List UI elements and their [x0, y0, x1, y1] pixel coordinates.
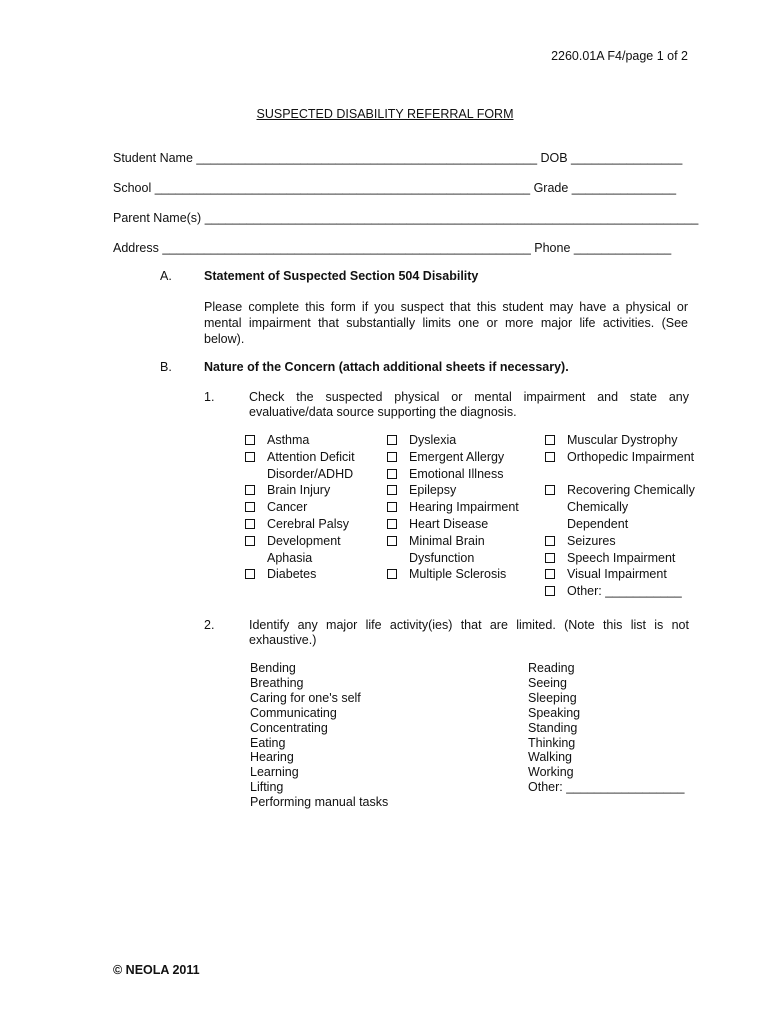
- checkbox[interactable]: [245, 569, 255, 579]
- activity-concentrating: Concentrating: [250, 720, 328, 735]
- checkbox[interactable]: [245, 519, 255, 529]
- activity-bending: Bending: [250, 661, 296, 675]
- impairment-option-hearing-impairment[interactable]: [387, 499, 519, 516]
- item-1-text: Check the suspected physical or mental impairment and state any evaluative/data source supporting the diagnosis.: [249, 390, 689, 419]
- address-phone-field[interactable]: Address _____________________________________________________ Phone ______________: [113, 241, 672, 255]
- checkbox[interactable]: [245, 502, 255, 512]
- checkbox[interactable]: [545, 553, 555, 563]
- impairment-option-attention-deficit[interactable]: [245, 449, 355, 483]
- page-reference: 2260.01A F4/page 1 of 2: [551, 49, 688, 63]
- impairment-label: Attention Deficit: [267, 449, 355, 464]
- impairment-label: Brain Injury: [267, 483, 331, 498]
- impairment-option-multiple-sclerosis[interactable]: [387, 566, 519, 583]
- section-b-heading: Nature of the Concern (attach additional sheets if necessary).: [204, 360, 569, 374]
- impairment-label: Cancer: [267, 500, 308, 515]
- checkbox[interactable]: [387, 469, 397, 479]
- impairment-label: Multiple Sclerosis: [409, 567, 507, 582]
- checkbox[interactable]: [387, 569, 397, 579]
- checkbox[interactable]: [387, 452, 397, 462]
- impairment-label: Muscular Dystrophy: [567, 433, 678, 447]
- impairment-label: Epilepsy: [409, 483, 457, 498]
- impairment-option-blank: [545, 466, 695, 483]
- impairment-option-cerebral-palsy[interactable]: [245, 516, 355, 533]
- checkbox[interactable]: [387, 485, 397, 495]
- impairment-label: Speech Impairment: [567, 550, 676, 565]
- activity-eating: Eating: [250, 735, 286, 750]
- impairment-option-recovering-chemically[interactable]: [545, 482, 695, 532]
- activity-reading: Reading: [528, 661, 575, 675]
- impairment-option-brain-injury[interactable]: [245, 482, 355, 499]
- impairment-option-muscular-dystrophy[interactable]: [545, 432, 695, 449]
- impairment-label: Seizures: [567, 533, 616, 548]
- item-1-number: 1.: [204, 390, 215, 404]
- impairment-option-other[interactable]: [545, 583, 695, 600]
- impairment-option-development[interactable]: [245, 533, 355, 567]
- checkbox[interactable]: [245, 435, 255, 445]
- checkbox[interactable]: [245, 452, 255, 462]
- checkbox[interactable]: [545, 536, 555, 546]
- activity-communicating: Communicating: [250, 705, 337, 720]
- copyright-footer: © NEOLA 2011: [113, 963, 200, 977]
- activity-caring-for-one-s-self: Caring for one's self: [250, 690, 361, 705]
- impairment-label: Dyslexia: [409, 433, 457, 447]
- parent-names-field[interactable]: Parent Name(s) _______________________________________________________________________: [113, 211, 699, 225]
- checkbox[interactable]: [387, 502, 397, 512]
- impairment-option-cancer[interactable]: [245, 499, 355, 516]
- section-b-letter: B.: [160, 360, 172, 374]
- impairment-option-visual-impairment[interactable]: [545, 566, 695, 583]
- impairment-option-epilepsy[interactable]: [387, 482, 519, 499]
- activity-seeing: Seeing: [528, 675, 567, 690]
- checkbox[interactable]: [545, 586, 555, 596]
- impairment-option-minimal-brain[interactable]: [387, 533, 519, 567]
- school-grade-field[interactable]: School ______________________________________________________ Grade _______________: [113, 181, 677, 195]
- impairment-label: Minimal Brain: [409, 533, 485, 548]
- activities-column-2: [528, 661, 684, 795]
- impairment-option-orthopedic-impairment[interactable]: [545, 449, 695, 466]
- checkbox[interactable]: [545, 485, 555, 495]
- section-a-letter: A.: [160, 269, 172, 283]
- activity-performing-manual-tasks: Performing manual tasks: [250, 795, 389, 810]
- impairment-label: Aphasia: [267, 550, 313, 565]
- impairment-label: [567, 466, 695, 483]
- section-a-instructions: Please complete this form if you suspect that this student may have a physical or mental impairment that substantially limits one or more major life activities. (See below).: [204, 300, 688, 346]
- impairment-label: Other: ___________: [567, 584, 682, 599]
- impairment-column-2: [387, 432, 519, 583]
- activity-breathing: Breathing: [250, 675, 304, 690]
- checkbox[interactable]: [545, 569, 555, 579]
- impairment-option-seizures[interactable]: [545, 533, 695, 550]
- student-name-dob-field[interactable]: Student Name _________________________________________________ DOB ________________: [113, 151, 683, 165]
- impairment-option-emergent-allergy[interactable]: [387, 449, 519, 466]
- checkbox[interactable]: [545, 435, 555, 445]
- impairment-label: Diabetes: [267, 567, 317, 582]
- impairment-label: Dependent: [567, 516, 629, 531]
- activity-sleeping: Sleeping: [528, 690, 577, 705]
- activity-lifting: Lifting: [250, 780, 284, 795]
- impairment-option-diabetes[interactable]: [245, 566, 355, 583]
- form-title: SUSPECTED DISABILITY REFERRAL FORM: [256, 107, 514, 121]
- impairment-label: Hearing Impairment: [409, 500, 519, 515]
- impairment-label: Orthopedic Impairment: [567, 449, 695, 464]
- impairment-label: Heart Disease: [409, 516, 489, 531]
- impairment-label: Asthma: [267, 433, 310, 447]
- impairment-option-emotional-illness[interactable]: [387, 466, 519, 483]
- section-a-heading: Statement of Suspected Section 504 Disability: [204, 269, 479, 283]
- impairment-option-speech-impairment[interactable]: [545, 550, 695, 567]
- checkbox[interactable]: [245, 536, 255, 546]
- impairment-column-3: [545, 432, 695, 600]
- impairment-option-asthma[interactable]: [245, 432, 355, 449]
- impairment-column-1: [245, 432, 355, 583]
- impairment-label: Chemically: [567, 500, 629, 515]
- impairment-label: Dysfunction: [409, 550, 475, 565]
- impairment-option-heart-disease[interactable]: [387, 516, 519, 533]
- activity-learning: Learning: [250, 765, 299, 780]
- checkbox[interactable]: [387, 435, 397, 445]
- impairment-label: Disorder/ADHD: [267, 466, 354, 481]
- activity-speaking: Speaking: [528, 705, 581, 720]
- activity-other: Other: _________________: [528, 780, 685, 795]
- impairment-label: Cerebral Palsy: [267, 516, 349, 531]
- impairment-label: Visual Impairment: [567, 567, 667, 582]
- impairment-option-dyslexia[interactable]: [387, 432, 519, 449]
- checkbox[interactable]: [245, 485, 255, 495]
- impairment-label: Emergent Allergy: [409, 449, 505, 464]
- checkbox[interactable]: [545, 452, 555, 462]
- impairment-label: Recovering Chemically: [567, 483, 695, 498]
- activity-hearing: Hearing: [250, 750, 294, 765]
- impairment-label: Emotional Illness: [409, 466, 504, 481]
- activity-walking: Walking: [528, 750, 572, 765]
- item-2-number: 2.: [204, 618, 215, 632]
- activity-thinking: Thinking: [528, 735, 576, 750]
- checkbox[interactable]: [387, 519, 397, 529]
- activity-standing: Standing: [528, 720, 578, 735]
- checkbox[interactable]: [387, 536, 397, 546]
- impairment-label: Development: [267, 533, 341, 548]
- activities-column-1: [250, 661, 388, 810]
- activity-working: Working: [528, 765, 574, 780]
- item-2-text: Identify any major life activity(ies) that are limited. (Note this list is not exhaustive.): [249, 618, 689, 647]
